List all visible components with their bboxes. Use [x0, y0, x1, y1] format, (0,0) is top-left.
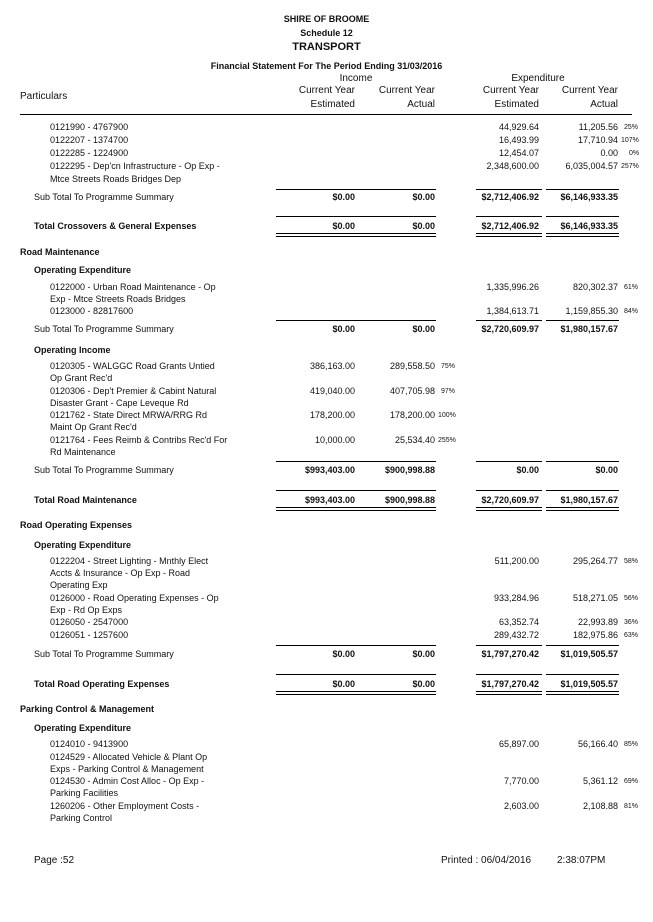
income-current-year-act-header: Current Year — [378, 85, 435, 96]
rule — [276, 490, 356, 491]
exp-actual: 1,159,855.30 — [565, 306, 618, 316]
exp-estimated: 16,493.99 — [498, 135, 539, 145]
exp-estimated: 7,770.00 — [503, 776, 539, 786]
subsection-heading: Operating Expenditure — [34, 540, 132, 550]
exp-percent: 61% — [624, 284, 639, 291]
exp-estimated: 511,200.00 — [494, 556, 539, 566]
rule — [476, 691, 542, 695]
inc-actual: 178,200.00 — [389, 410, 435, 420]
income-actual-header: Actual — [407, 99, 435, 110]
row-label-cont: Parking Facilities — [50, 788, 119, 798]
printed-time: 2:38:07PM — [557, 855, 606, 866]
row-label-cont: Parking Control — [50, 813, 113, 823]
exp-current-year-act-header: Current Year — [561, 85, 618, 96]
exp-actual: 295,264.77 — [572, 556, 618, 566]
rule — [546, 189, 619, 190]
inc-estimated: 178,200.00 — [309, 410, 355, 420]
exp-percent: 36% — [624, 619, 639, 626]
rule — [476, 233, 542, 237]
rule — [276, 674, 356, 675]
exp-current-year-est-header: Current Year — [482, 85, 539, 96]
exp-actual: 5,361.12 — [582, 776, 618, 786]
row-label-cont: Exp - Mtce Streets Roads Bridges — [50, 294, 186, 304]
row-label-cont: Rd Maintenance — [50, 447, 116, 457]
rule — [276, 691, 356, 695]
income-header: Income — [339, 73, 373, 84]
rule — [546, 691, 619, 695]
exp-actual: $1,980,157.67 — [560, 495, 618, 505]
rule — [476, 674, 542, 675]
exp-estimated-header: Estimated — [494, 99, 539, 110]
rule — [356, 461, 436, 462]
exp-actual: $6,146,933.35 — [560, 192, 618, 202]
exp-estimated: 2,348,600.00 — [486, 161, 539, 171]
exp-actual: 2,108.88 — [582, 801, 618, 811]
report-title: TRANSPORT — [292, 41, 361, 53]
rule — [276, 320, 356, 321]
row-label: 0124010 - 9413900 — [50, 739, 129, 749]
exp-estimated: 12,454.07 — [498, 148, 539, 158]
income-estimated-header: Estimated — [310, 99, 355, 110]
rule — [356, 645, 436, 646]
exp-estimated: 65,897.00 — [498, 739, 539, 749]
row-label: 0122285 - 1224900 — [50, 148, 129, 158]
exp-actual: 11,205.56 — [578, 122, 618, 132]
subsection-heading: Operating Income — [34, 345, 111, 355]
row-label-cont: Operating Exp — [50, 580, 108, 590]
rule — [356, 490, 436, 491]
exp-estimated: 63,352.74 — [498, 617, 539, 627]
exp-actual: 6,035,004.57 — [565, 161, 618, 171]
inc-percent: 97% — [441, 388, 456, 395]
exp-estimated: 1,335,996.26 — [486, 282, 539, 292]
subsection-heading: Operating Expenditure — [34, 723, 132, 733]
rule — [356, 674, 436, 675]
rule — [546, 674, 619, 675]
section-heading: Road Maintenance — [20, 247, 100, 257]
row-label: Sub Total To Programme Summary — [34, 465, 174, 475]
inc-actual: $0.00 — [412, 324, 435, 334]
rule — [276, 461, 356, 462]
exp-percent: 107% — [621, 137, 639, 144]
inc-actual: $900,998.88 — [384, 495, 435, 505]
exp-percent: 0% — [629, 150, 640, 157]
row-label: Total Road Operating Expenses — [34, 679, 170, 689]
row-label: Sub Total To Programme Summary — [34, 649, 174, 659]
rule — [356, 320, 436, 321]
row-label: 0126050 - 2547000 — [50, 617, 129, 627]
rule — [276, 216, 356, 217]
exp-estimated: $1,797,270.42 — [481, 649, 539, 659]
row-label: 0123000 - 82817600 — [50, 306, 134, 316]
inc-estimated: 419,040.00 — [309, 386, 355, 396]
row-label-cont: Maint Op Grant Rec'd — [50, 422, 137, 432]
rule — [476, 645, 542, 646]
inc-actual: $0.00 — [412, 679, 435, 689]
rule — [276, 645, 356, 646]
exp-actual: $1,019,505.57 — [560, 649, 618, 659]
exp-estimated: 1,384,613.71 — [486, 306, 539, 316]
subsection-heading: Operating Expenditure — [34, 265, 132, 275]
rule — [476, 461, 542, 462]
row-label: 0124530 - Admin Cost Alloc - Op Exp - — [50, 776, 205, 786]
exp-actual: $6,146,933.35 — [560, 221, 618, 231]
exp-actual-header: Actual — [590, 99, 618, 110]
row-label: 0122204 - Street Lighting - Mnthly Elect — [50, 556, 209, 566]
row-label: 0122295 - Dep'cn Infrastructure - Op Exp - — [50, 161, 220, 171]
rule — [356, 189, 436, 190]
exp-actual: 518,271.05 — [572, 593, 618, 603]
rule — [546, 233, 619, 237]
rule — [476, 189, 542, 190]
row-label: 0126000 - Road Operating Expenses - Op — [50, 593, 219, 603]
row-label-cont: Accts & Insurance - Op Exp - Road — [50, 568, 191, 578]
rule — [546, 320, 619, 321]
row-label: 0121764 - Fees Reimb & Contribs Rec'd For — [50, 435, 228, 445]
report-subtitle: Financial Statement For The Period Ending 31/03/2016 — [210, 61, 443, 71]
rule — [546, 507, 619, 511]
rule — [356, 216, 436, 217]
exp-actual: 820,302.37 — [572, 282, 618, 292]
inc-estimated: 10,000.00 — [314, 435, 355, 445]
exp-actual: 182,975.86 — [572, 630, 618, 640]
exp-percent: 81% — [624, 803, 639, 810]
rule — [476, 320, 542, 321]
exp-estimated: 933,284.96 — [493, 593, 539, 603]
inc-actual: $0.00 — [412, 221, 435, 231]
row-label: 0121990 - 4767900 — [50, 122, 129, 132]
inc-estimated: $0.00 — [332, 192, 355, 202]
exp-actual: 0.00 — [600, 148, 618, 158]
row-label: 0122000 - Urban Road Maintenance - Op — [50, 282, 216, 292]
exp-actual: $1,019,505.57 — [560, 679, 618, 689]
exp-actual: 22,993.89 — [577, 617, 618, 627]
row-label: 0120305 - WALGGC Road Grants Untied — [50, 361, 215, 371]
inc-estimated: $0.00 — [332, 679, 355, 689]
exp-percent: 63% — [624, 632, 639, 639]
rule — [476, 216, 542, 217]
inc-estimated: $0.00 — [332, 324, 355, 334]
inc-actual: 25,534.40 — [394, 435, 435, 445]
row-label-cont: Disaster Grant - Cape Leveque Rd — [50, 398, 189, 408]
row-label: Total Road Maintenance — [34, 495, 137, 505]
inc-actual: $0.00 — [412, 649, 435, 659]
inc-percent: 100% — [438, 412, 456, 419]
printed-date: Printed : 06/04/2016 — [441, 855, 532, 866]
exp-actual: $0.00 — [595, 465, 618, 475]
exp-actual: 17,710.94 — [577, 135, 618, 145]
row-label-cont: Mtce Streets Roads Bridges Dep — [50, 174, 182, 184]
exp-estimated: 2,603.00 — [503, 801, 539, 811]
exp-percent: 56% — [624, 595, 639, 602]
row-label: Sub Total To Programme Summary — [34, 192, 174, 202]
inc-actual: 407,705.98 — [389, 386, 435, 396]
exp-percent: 58% — [624, 558, 639, 565]
rule — [276, 507, 356, 511]
exp-percent: 84% — [624, 308, 639, 315]
exp-percent: 257% — [621, 163, 639, 170]
inc-estimated: $993,403.00 — [304, 465, 355, 475]
page-number: Page :52 — [34, 855, 75, 866]
inc-estimated: $0.00 — [332, 649, 355, 659]
exp-estimated: 289,432.72 — [493, 630, 539, 640]
income-current-year-est-header: Current Year — [298, 85, 355, 96]
row-label: Total Crossovers & General Expenses — [34, 221, 197, 231]
section-heading: Road Operating Expenses — [20, 520, 133, 530]
row-label: 0120306 - Dep't Premier & Cabint Natural — [50, 386, 217, 396]
particulars-header: Particulars — [20, 91, 68, 102]
exp-estimated: $2,712,406.92 — [481, 192, 539, 202]
exp-estimated: $2,720,609.97 — [481, 495, 539, 505]
schedule-label: Schedule 12 — [300, 28, 353, 38]
row-label: 1260206 - Other Employment Costs - — [50, 801, 200, 811]
row-label: Sub Total To Programme Summary — [34, 324, 174, 334]
inc-estimated: $993,403.00 — [304, 495, 355, 505]
inc-percent: 255% — [438, 437, 456, 444]
section-heading: Parking Control & Management — [20, 704, 155, 714]
rule — [476, 507, 542, 511]
rule — [546, 645, 619, 646]
exp-estimated: $2,720,609.97 — [481, 324, 539, 334]
exp-estimated: 44,929.64 — [498, 122, 539, 132]
org-name: SHIRE OF BROOME — [283, 14, 370, 24]
row-label-cont: Op Grant Rec'd — [50, 373, 113, 383]
inc-estimated: 386,163.00 — [309, 361, 355, 371]
expenditure-header: Expenditure — [511, 73, 565, 84]
exp-actual: 56,166.40 — [577, 739, 618, 749]
inc-percent: 75% — [441, 363, 456, 370]
exp-percent: 25% — [624, 124, 639, 131]
row-label-cont: Exp - Rd Op Exps — [50, 605, 123, 615]
exp-actual: $1,980,157.67 — [560, 324, 618, 334]
rule — [476, 490, 542, 491]
inc-actual: $900,998.88 — [384, 465, 435, 475]
rule — [276, 189, 356, 190]
inc-actual: 289,558.50 — [389, 361, 435, 371]
inc-estimated: $0.00 — [332, 221, 355, 231]
rule — [356, 507, 436, 511]
exp-percent: 85% — [624, 741, 639, 748]
rule — [276, 233, 356, 237]
row-label-cont: Exps - Parking Control & Management — [50, 764, 204, 774]
row-label: 0122207 - 1374700 — [50, 135, 129, 145]
rule — [546, 216, 619, 217]
exp-estimated: $1,797,270.42 — [481, 679, 539, 689]
row-label: 0121762 - State Direct MRWA/RRG Rd — [50, 410, 208, 420]
exp-estimated: $2,712,406.92 — [481, 221, 539, 231]
rule — [356, 233, 436, 237]
rule — [356, 691, 436, 695]
row-label: 0124529 - Allocated Vehicle & Plant Op — [50, 752, 208, 762]
exp-estimated: $0.00 — [516, 465, 539, 475]
header-divider — [20, 114, 632, 115]
rule — [546, 490, 619, 491]
row-label: 0126051 - 1257600 — [50, 630, 129, 640]
inc-actual: $0.00 — [412, 192, 435, 202]
rule — [546, 461, 619, 462]
exp-percent: 69% — [624, 778, 639, 785]
